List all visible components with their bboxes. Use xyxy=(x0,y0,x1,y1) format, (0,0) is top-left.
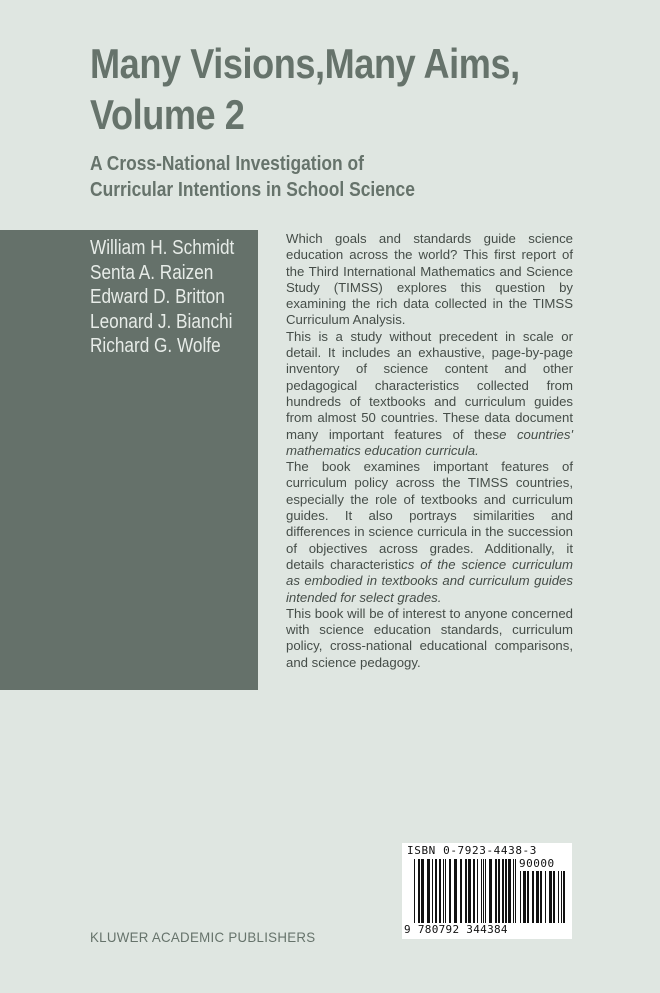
barcode-bar xyxy=(432,859,433,923)
barcode-bar xyxy=(558,871,559,923)
book-title xyxy=(90,38,554,140)
author-name: Senta A. Raizen xyxy=(90,261,214,284)
barcode-bar xyxy=(563,871,565,923)
barcode-bar xyxy=(523,871,526,923)
barcode-bar xyxy=(427,859,430,923)
description-italic-text: e countries' mathematics education curricula. xyxy=(286,426,573,458)
barcode-bar xyxy=(473,859,475,923)
barcode-bar xyxy=(553,871,555,923)
publisher-name: KLUWER ACADEMIC PUBLISHERS xyxy=(90,929,316,945)
barcode-bar xyxy=(515,859,516,923)
barcode-bar xyxy=(561,871,562,923)
barcode-bar xyxy=(502,859,504,923)
book-subtitle-line-2: Curricular Intentions in School Science xyxy=(90,179,415,201)
barcode-bar xyxy=(477,859,478,923)
barcode-bar xyxy=(532,871,534,923)
barcode-bar xyxy=(536,871,539,923)
barcode-bars xyxy=(414,859,516,923)
barcode-bar xyxy=(421,859,424,923)
book-subtitle xyxy=(90,151,542,203)
barcode-bar xyxy=(449,859,451,923)
description-text: This is a study without precedent in scale or detail. It includes an exhaustive, page-by-page inventory of science content and other pedagogical characteristics collected from hundreds of textbooks and curriculum guides from almost 50 countries. These data document many important features of thes xyxy=(286,328,573,442)
barcode-bar xyxy=(508,859,511,923)
isbn-barcode xyxy=(402,843,572,939)
book-description xyxy=(286,231,573,671)
book-title-line-2: Volume 2 xyxy=(90,91,245,138)
author-name: Edward D. Britton xyxy=(90,286,225,308)
barcode-bar xyxy=(549,871,552,923)
barcode-bar xyxy=(485,859,486,923)
barcode-bar xyxy=(454,859,457,923)
author-list xyxy=(90,236,279,359)
description-paragraph-4: This book will be of interest to anyone concerned with science education standards, curriculum policy, cross-national educational comparisons, and science pedagogy. xyxy=(286,605,573,670)
barcode-bar xyxy=(468,859,471,923)
barcode-bar xyxy=(513,859,514,923)
barcode-bar xyxy=(443,859,444,923)
barcode-bar xyxy=(489,859,492,923)
barcode-addon-bars xyxy=(520,871,568,923)
barcode-bar xyxy=(418,859,420,923)
price-code: 90000 xyxy=(519,857,555,870)
description-text: The book examines important features of curriculum policy across the TIMSS countries, especially the role of textbooks and curriculum guides. It also portrays similarities and differences in science curricula in the succession of objectives across grades. Additionally, it details characteristi xyxy=(286,459,573,572)
author-name: Richard G. Wolfe xyxy=(90,335,221,357)
barcode-bar xyxy=(498,859,500,923)
barcode-bar xyxy=(495,859,497,923)
description-paragraph-3 xyxy=(286,459,573,606)
ean-number: 9 780792 344384 xyxy=(404,923,508,936)
barcode-bar xyxy=(505,859,507,923)
barcode-bar xyxy=(520,871,521,923)
book-title-line-1: Many Visions,Many Aims, xyxy=(90,40,520,87)
barcode-bar xyxy=(465,859,467,923)
description-paragraph-2 xyxy=(286,329,573,459)
author-name: Leonard J. Bianchi xyxy=(90,310,233,333)
author-name: William H. Schmidt xyxy=(90,237,235,259)
barcode-bar xyxy=(414,859,415,923)
barcode-bar xyxy=(439,859,441,923)
barcode-bar xyxy=(540,871,542,923)
barcode-bar xyxy=(460,859,462,923)
barcode-bar xyxy=(483,859,484,923)
book-subtitle-line-1: A Cross-National Investigation of xyxy=(90,153,364,175)
barcode-bar xyxy=(481,859,482,923)
barcode-bar xyxy=(445,859,446,923)
description-paragraph-1: Which goals and standards guide science education across the world? This first report of the Third International Mathematics and Science Study (TIMSS) explores this question by examining the rich data collected in the TIMSS Curriculum Analysis. xyxy=(286,231,573,328)
description-italic-text: cs of the science curriculum as embodied in textbooks and curriculum guides intended for select grades. xyxy=(286,556,573,605)
barcode-bar xyxy=(545,871,546,923)
barcode-bar xyxy=(527,871,529,923)
barcode-bar xyxy=(435,859,437,923)
isbn-label: ISBN 0-7923-4438-3 xyxy=(407,844,538,857)
